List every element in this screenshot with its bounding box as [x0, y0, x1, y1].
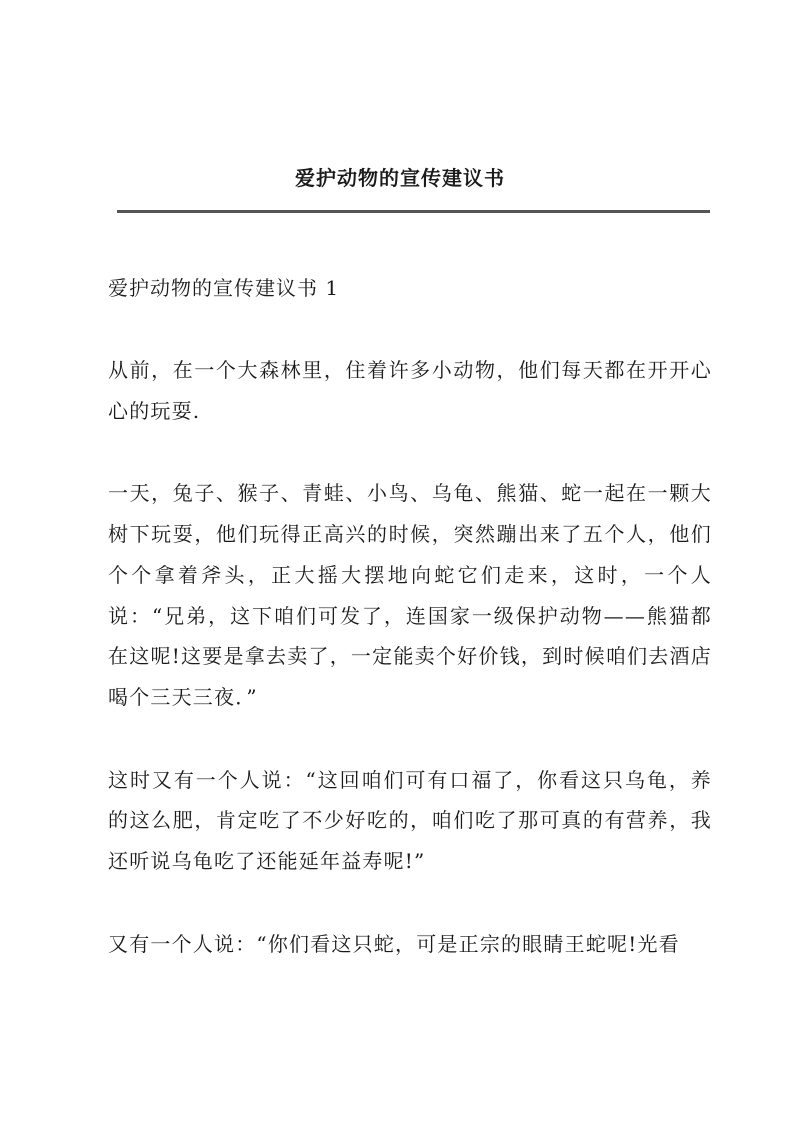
paragraph-4: 又有一个人说：“你们看这只蛇，可是正宗的眼睛王蛇呢!光看: [108, 931, 680, 956]
paragraph-3: 这时又有一个人说：“这回咱们可有口福了，你看这只乌龟，养的这么肥，肯定吃了不少好吃的，咱们吃了那可真的有营养，我还听说乌龟吃了还能延年益寿呢!”: [108, 767, 712, 874]
document-body: [108, 270, 712, 1006]
document-title: 爱护动物的宣传建议书: [295, 166, 505, 190]
section-heading: 爱护动物的宣传建议书 1: [108, 276, 340, 300]
paragraph-1: 从前，在一个大森林里，住着许多小动物，他们每天都在开开心心的玩耍.: [108, 358, 712, 423]
title-divider: [117, 210, 710, 213]
paragraph-2: 一天，兔子、猴子、青蛙、小鸟、乌龟、熊猫、蛇一起在一颗大树下玩耍，他们玩得正高兴的时候，突然蹦出来了五个人，他们个个拿着斧头，正大摇大摆地向蛇它们走来，这时，一个人说：“兄弟，这下咱们可发了，连国家一级保护动物——熊猫都在这呢!这要是拿去卖了，一定能卖个好价钱，到时候咱们去酒店喝个三天三夜．”: [108, 481, 712, 709]
